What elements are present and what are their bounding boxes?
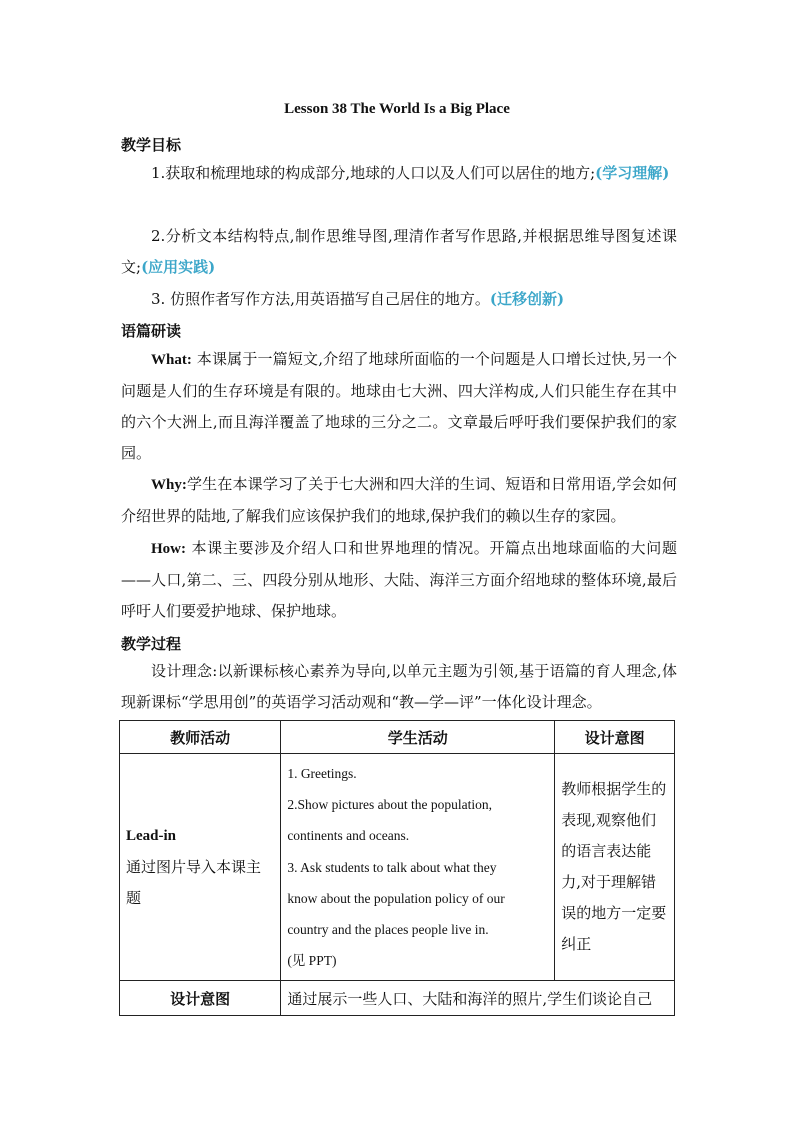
- how-paragraph: [121, 533, 677, 627]
- student-line: continents and oceans.: [287, 828, 410, 844]
- teacher-activity-cell: [120, 754, 281, 981]
- header-teacher: 教师活动: [120, 721, 281, 754]
- process-heading: 教学过程: [121, 635, 182, 653]
- goal-text: 3. 仿照作者写作方法,用英语描写自己居住的地方。: [151, 290, 490, 308]
- why-paragraph: [121, 469, 677, 532]
- reading-heading: 语篇研读: [121, 322, 182, 340]
- lesson-table: [119, 720, 675, 1016]
- goals-heading: 教学目标: [121, 136, 182, 154]
- student-activity-cell: [281, 754, 555, 981]
- goal-item-1: [121, 158, 677, 189]
- goal-tag: (学习理解): [595, 164, 670, 182]
- lead-in-label: Lead-in: [126, 827, 177, 844]
- table-header-row: [120, 721, 675, 754]
- what-label: What:: [151, 352, 192, 368]
- what-text: 本课属于一篇短文,介绍了地球所面临的一个问题是人口增长过快,另一个问题是人们的生存环境是有限的。地球由七大洲、四大洋构成,人们只能生存在其中的六个大洲上,而且海洋覆盖了地球的三分之二。文章最后呼吁我们要保护我们的家园。: [121, 350, 677, 462]
- lesson-title: Lesson 38 The World Is a Big Place: [284, 101, 510, 117]
- student-line: country and the places people live in.: [287, 922, 489, 938]
- header-student: 学生活动: [281, 721, 555, 754]
- intent-cell: 教师根据学生的表现,观察他们的语言表达能力,对于理解错误的地方一定要纠正: [555, 754, 675, 981]
- student-line: know about the population policy of our: [287, 890, 505, 906]
- design-paragraph: 设计理念:以新课标核心素养为导向,以单元主题为引领,基于语篇的育人理念,体现新课标“学思用创”的英语学习活动观和“教—学—评”一体化设计理念。: [121, 662, 677, 711]
- student-line: 3. Ask students to talk about what they: [287, 859, 497, 875]
- table-row: [120, 981, 675, 1016]
- goal-text: 1.获取和梳理地球的构成部分,地球的人口以及人们可以居住的地方;: [151, 164, 596, 182]
- design-intent-label: 设计意图: [120, 981, 281, 1016]
- why-text: 学生在本课学习了关于七大洲和四大洋的生词、短语和日常用语,学会如何介绍世界的陆地,了解我们应该保护我们的地球,保护我们的赖以生存的家园。: [121, 475, 677, 525]
- how-text: 本课主要涉及介绍人口和世界地理的情况。开篇点出地球面临的大问题——人口,第二、三、四段分别从地形、大陆、海洋三方面介绍地球的整体环境,最后呼吁人们要爱护地球、保护地球。: [121, 539, 677, 620]
- student-line: (见 PPT): [287, 953, 337, 969]
- goal-tag: (应用实践): [141, 258, 216, 276]
- goal-item-3: [121, 284, 677, 315]
- goal-text: 2.分析文本结构特点,制作思维导图,理清作者写作思路,并根据思维导图复述课文;: [121, 227, 677, 276]
- header-intent: 设计意图: [555, 721, 675, 754]
- goal-tag: (迁移创新): [489, 290, 565, 308]
- what-paragraph: [121, 344, 677, 469]
- how-label: How:: [151, 541, 186, 557]
- table-row: [120, 754, 675, 981]
- goal-item-2: [121, 221, 677, 283]
- design-intent-text: 通过展示一些人口、大陆和海洋的照片,学生们谈论自己: [281, 981, 675, 1016]
- student-line: 2.Show pictures about the population,: [287, 797, 493, 813]
- why-label: Why:: [151, 477, 187, 493]
- student-line: 1. Greetings.: [287, 766, 357, 781]
- teacher-activity-text: 通过图片导入本课主题: [126, 857, 262, 907]
